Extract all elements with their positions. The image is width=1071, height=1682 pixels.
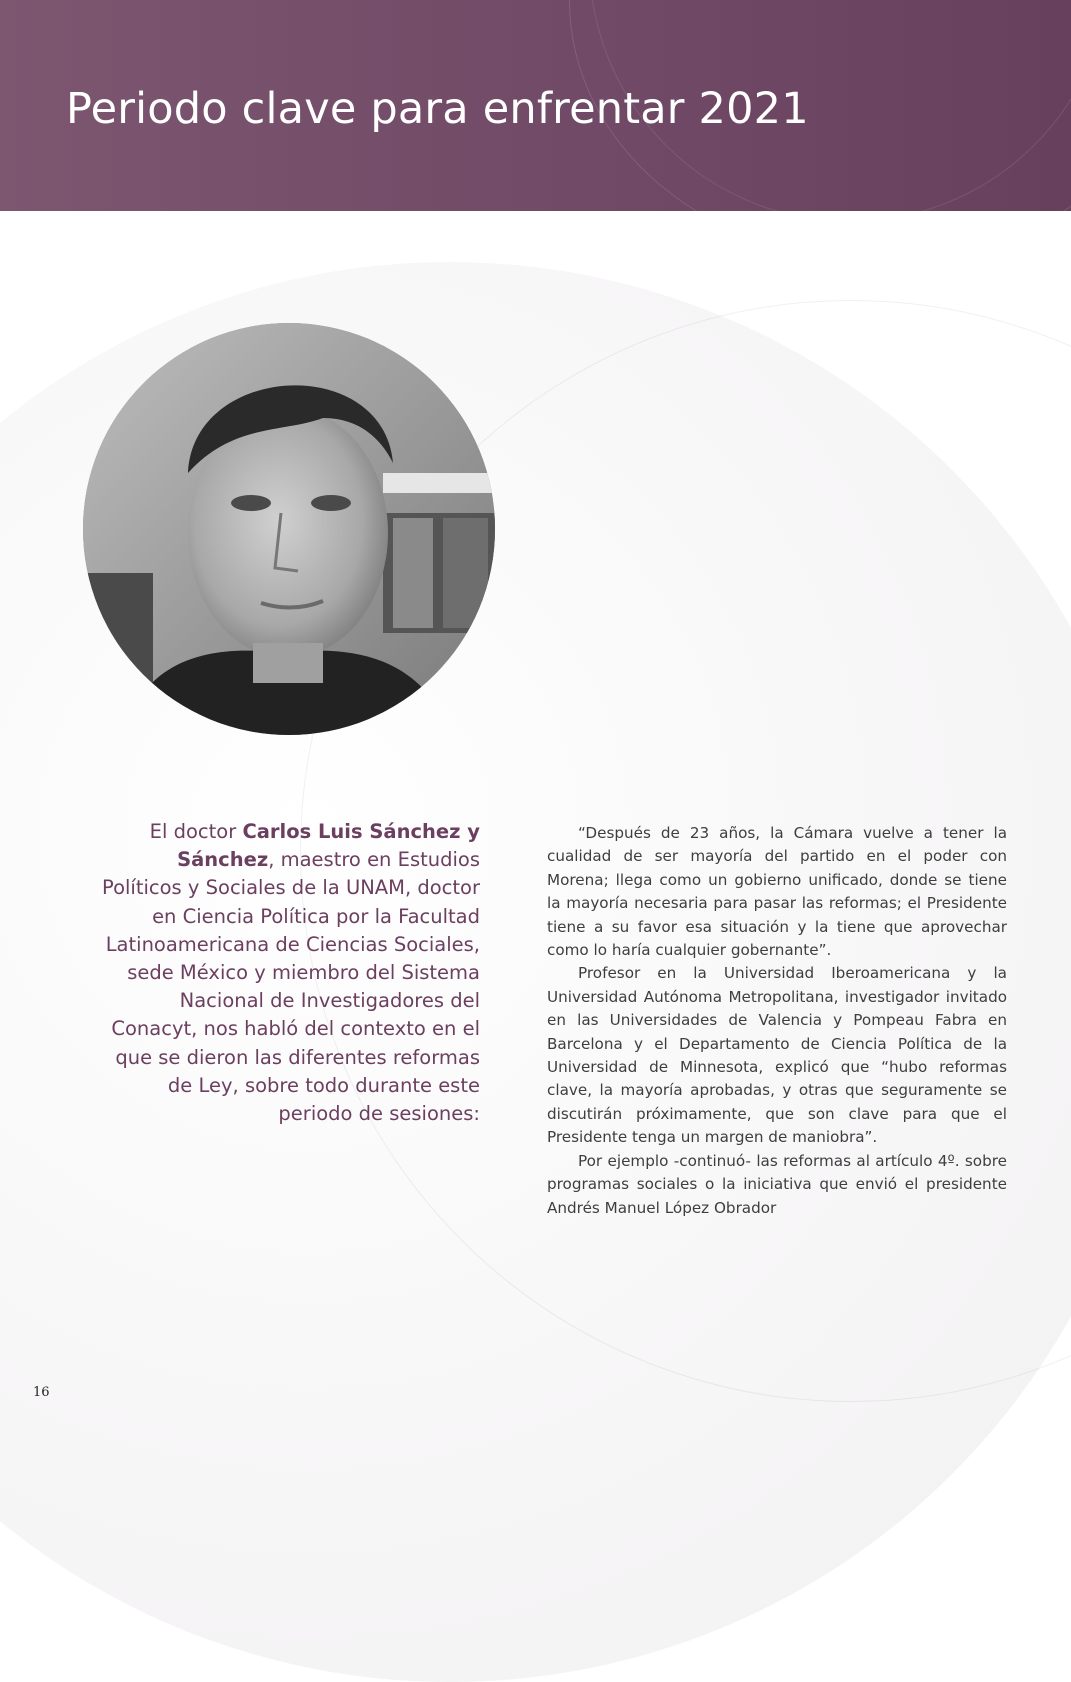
page-number: 16 [33,1385,50,1400]
body-paragraph-1: “Después de 23 años, la Cámara vuelve a tener la cualidad de ser mayoría del partido en el poder con Morena; llega como un gobierno unificado, donde se tiene la mayoría necesaria para pasar las reformas; el Presidente tiene a su favor esa situación y la tiene que aprovechar como lo haría cualquier gobernante”. [547,824,1007,960]
header-banner [0,0,1071,211]
body-paragraph-3: Por ejemplo -continuó- las reformas al artículo 4º. sobre programas sociales o la iniciativa que envió el presidente Andrés Manuel López Obrador [547,1151,1007,1217]
portrait-illustration [83,323,495,735]
body-paragraph-2: Profesor en la Universidad Iberoamericana y la Universidad Autónoma Metropolitana, investigador invitado en las Universidades de Valencia y Pompeau Fabra en Barcelona y el Departamento de Ciencia Política de la Universidad de Minnesota, explicó que “hubo reformas clave, la mayoría aprobadas, y otras que seguramente se discutirán próximamente, que son clave para que el Presidente tenga un margen de maniobra”. [547,964,1007,1147]
page-title: Periodo clave para enfrentar 2021 [66,84,809,134]
intro-rest: , maestro en Estudios Políticos y Sociales de la UNAM, doctor en Ciencia Política por la Facultad Latinoamericana de Ciencias Sociales, sede México y miembro del Sistema Nacional de Investigadores del Conacyt, nos habló del contexto en el que se dieron las diferentes reformas de Ley, sobre todo durante este periodo de sesiones: [102,848,480,1126]
interviewee-name: Carlos Luis Sánchez y Sánchez [177,820,480,872]
article-body [547,822,1007,1220]
portrait-photo [83,323,495,735]
intro-paragraph [100,818,480,1128]
intro-lead: El doctor [149,820,243,843]
